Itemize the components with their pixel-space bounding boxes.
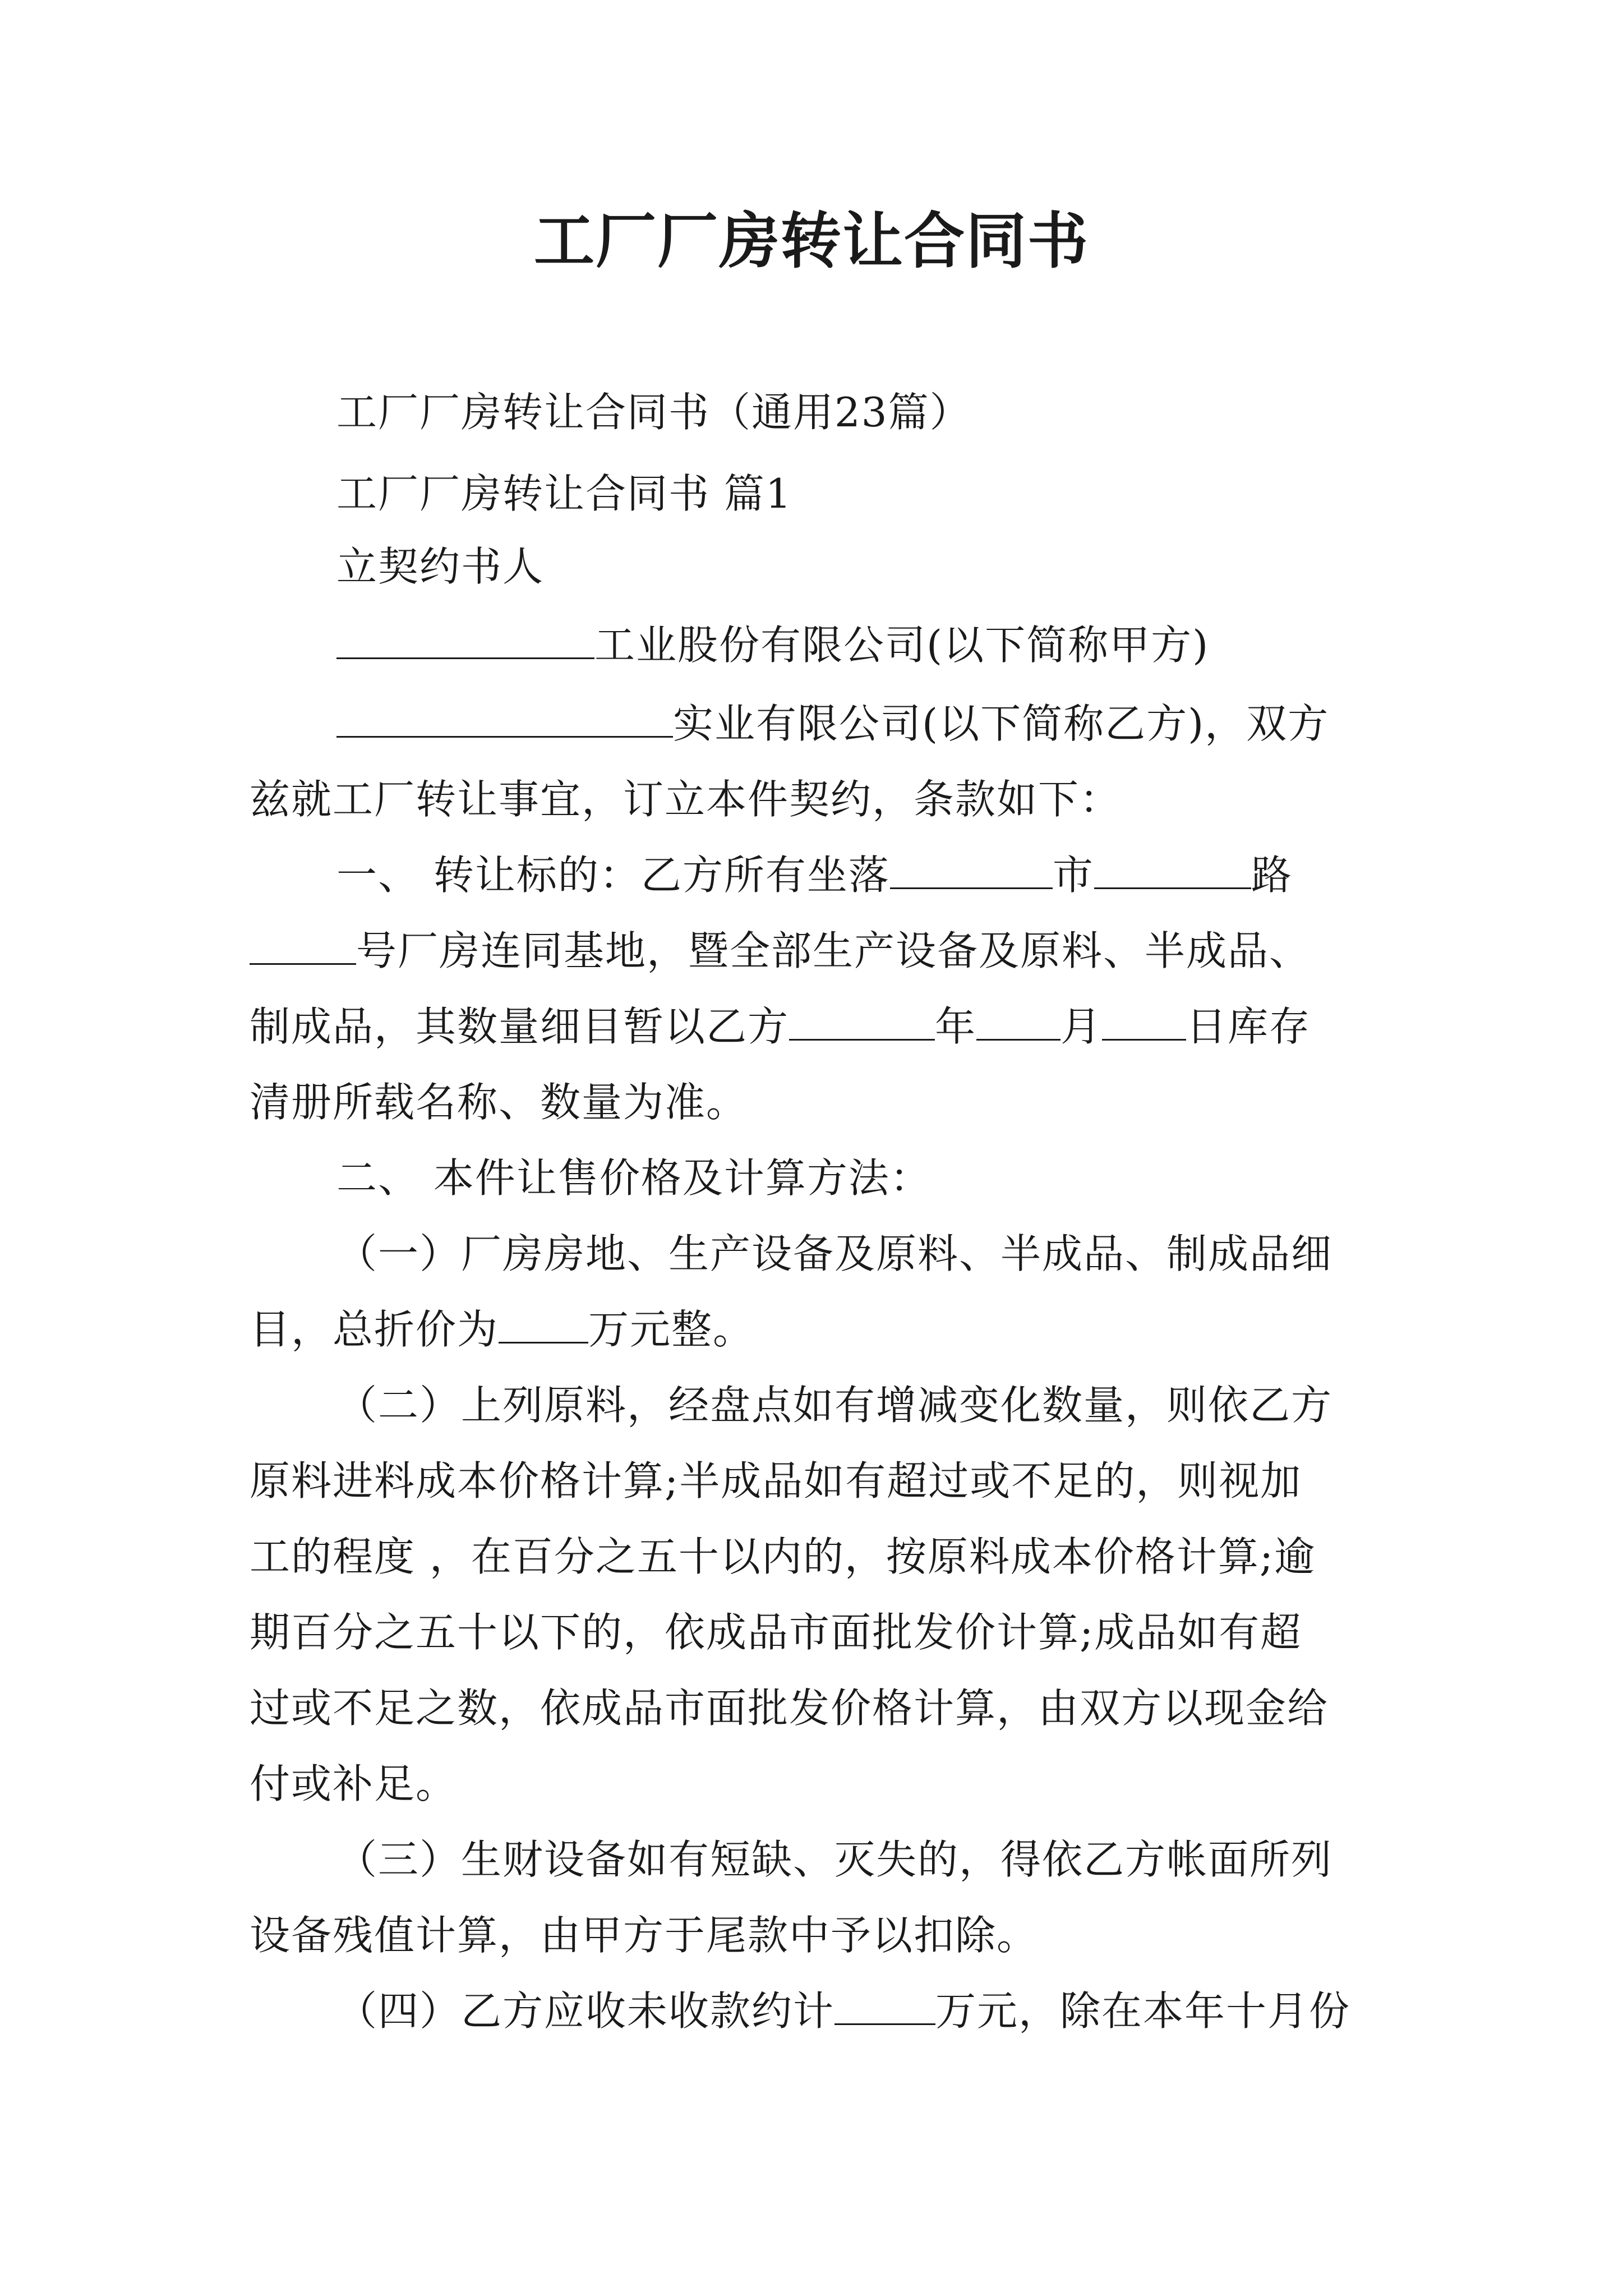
paragraph-line	[250, 1453, 1302, 1509]
paragraph-line	[336, 1377, 1332, 1433]
paragraph-line	[250, 1074, 748, 1130]
paragraph-line	[250, 923, 1311, 979]
line-text: 日库存	[1186, 1003, 1311, 1050]
paragraph-line	[336, 1983, 1350, 2039]
paragraph-line	[250, 1680, 1329, 1736]
paragraph-line	[250, 1756, 457, 1812]
fill-in-blank	[834, 1986, 935, 2025]
paragraph-line	[250, 1907, 1038, 1963]
fill-in-blank	[1102, 1002, 1186, 1041]
paragraph-line	[250, 999, 1311, 1055]
line-text: 月	[1061, 1003, 1103, 1050]
paragraph-line	[336, 1226, 1332, 1282]
line-text: 立契约书人	[336, 543, 545, 590]
line-text: 清册所载名称、数量为准。	[250, 1079, 748, 1126]
paragraph-line	[336, 466, 792, 522]
paragraph-line	[250, 1529, 1316, 1585]
line-text: 设备残值计算，由甲方于尾款中予以扣除。	[250, 1912, 1039, 1959]
line-text: 实业有限公司(以下简称乙方)，双方	[673, 700, 1330, 747]
paragraph-line	[336, 696, 1329, 752]
paragraph-line	[336, 539, 544, 595]
line-text: 制成品，其数量细目暂以乙方	[250, 1003, 790, 1050]
paragraph-line	[336, 1832, 1332, 1888]
line-text: 工厂厂房转让合同书 篇1	[336, 470, 792, 517]
line-text: 原料进料成本价格计算;半成品如有超过或不足的，则视加	[250, 1457, 1302, 1504]
line-text: 万元，除在本年十月份	[935, 1987, 1351, 2035]
line-text: （一）厂房房地、生产设备及原料、半成品、制成品细	[336, 1230, 1333, 1277]
line-text: 兹就工厂转让事宜，订立本件契约，条款如下：	[250, 776, 1122, 823]
paragraph-line	[250, 771, 1121, 827]
document-title: 工厂厂房转让合同书	[533, 206, 1089, 277]
line-text: 一、 转让标的：乙方所有坐落	[336, 852, 890, 899]
line-text: （二）上列原料，经盘点如有增减变化数量，则依乙方	[336, 1382, 1333, 1429]
paragraph-line	[336, 1150, 932, 1206]
line-text: 工的程度 ，在百分之五十以内的，按原料成本价格计算;逾	[250, 1533, 1316, 1580]
line-text: 二、 本件让售价格及计算方法：	[336, 1154, 932, 1202]
line-text: 万元整。	[588, 1306, 755, 1353]
line-text: （三）生财设备如有短缺、灭失的，得依乙方帐面所列	[336, 1836, 1333, 1883]
paragraph-line	[250, 1604, 1302, 1660]
fill-in-blank	[1094, 850, 1251, 889]
paragraph-line	[336, 617, 1209, 673]
fill-in-blank	[336, 699, 673, 738]
fill-in-blank	[976, 1002, 1061, 1041]
line-text: 目，总折价为	[250, 1306, 499, 1353]
fill-in-blank	[789, 1002, 935, 1041]
line-text: （四）乙方应收未收款约计	[336, 1987, 835, 2035]
paragraph-line	[336, 384, 971, 440]
line-text: 市	[1052, 852, 1094, 899]
line-text: 号厂房连同基地，暨全部生产设备及原料、半成品、	[356, 927, 1311, 974]
fill-in-blank	[336, 620, 594, 659]
line-text: 工业股份有限公司(以下简称甲方)	[594, 622, 1210, 669]
line-text: 付或补足。	[250, 1760, 458, 1807]
paragraph-line	[250, 1301, 754, 1358]
fill-in-blank	[890, 850, 1053, 889]
line-text: 期百分之五十以下的，依成品市面批发价计算;成品如有超	[250, 1609, 1302, 1656]
line-text: 工厂厂房转让合同书（通用23篇）	[336, 389, 971, 436]
paragraph-line	[336, 847, 1293, 903]
fill-in-blank	[250, 926, 356, 965]
fill-in-blank	[499, 1305, 588, 1343]
line-text: 路	[1251, 852, 1293, 899]
line-text: 过或不足之数，依成品市面批发价格计算，由双方以现金给	[250, 1685, 1329, 1732]
line-text: 年	[935, 1003, 977, 1050]
